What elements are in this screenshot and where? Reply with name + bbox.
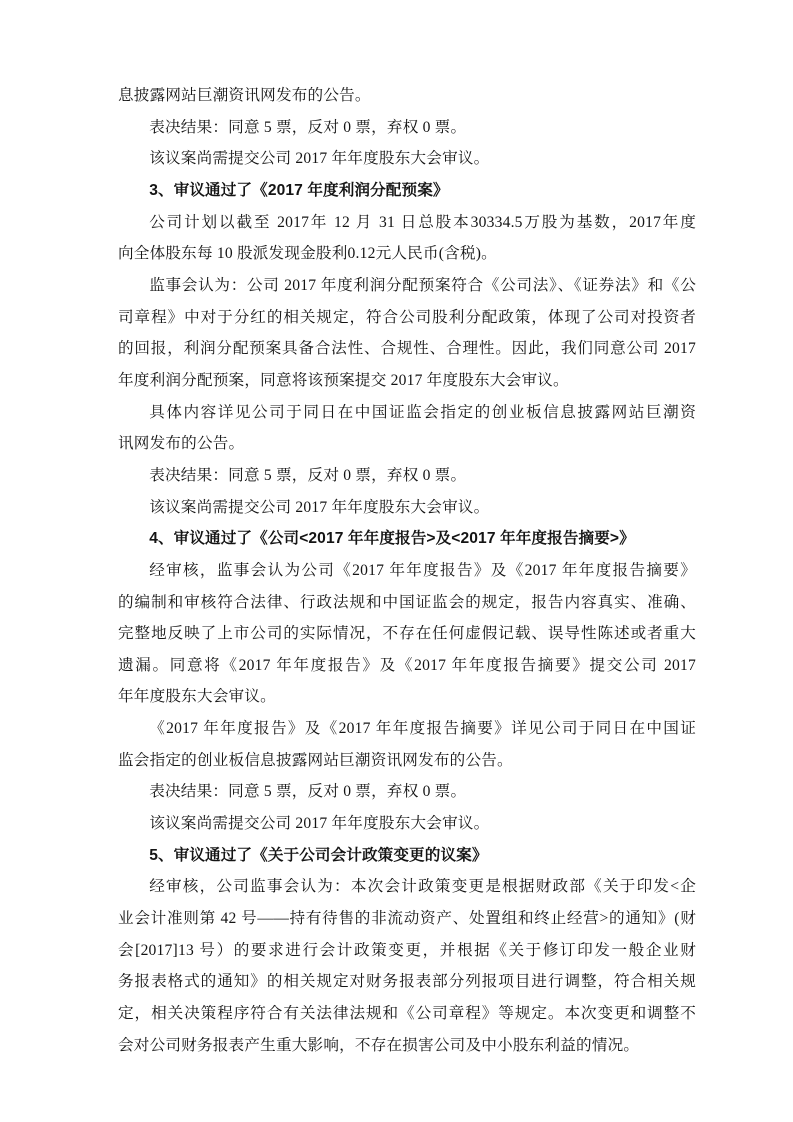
text-line: 该议案尚需提交公司 2017 年年度股东大会审议。: [149, 498, 490, 516]
document-content: [118, 80, 696, 1061]
text-line: 向全体股东每 10 股派发现金股利0.12元人民币(含税)。: [118, 245, 497, 263]
section-heading: [118, 523, 696, 555]
section-heading: [118, 840, 696, 872]
text-line: 的回报，利润分配预案具备合法性、合规性、合理性。因此，我们同意公司 2017: [118, 340, 696, 358]
paragraph: [118, 776, 696, 808]
text-line: 年度利润分配预案，同意将该预案提交 2017 年度股东大会审议。: [118, 371, 569, 389]
text-line: 会对公司财务报表产生重大影响，不存在损害公司及中小股东利益的情况。: [118, 1036, 640, 1054]
heading-line: 4、审议通过了《公司<2017 年年度报告>及<2017 年年度报告摘要>》: [149, 530, 635, 548]
paragraph: [118, 871, 696, 1061]
paragraph: [118, 713, 696, 776]
text-line: 业会计准则第 42 号——持有待售的非流动资产、处置组和终止经营>的通知》(财: [118, 910, 696, 928]
section-heading: [118, 175, 696, 207]
paragraph: [118, 808, 696, 840]
text-line: 司章程》中对于分红的相关规定，符合公司股利分配政策，体现了公司对投资者: [118, 308, 696, 326]
text-line: 定，相关决策程序符合有关法律法规和《公司章程》等规定。本次变更和调整不: [118, 1005, 696, 1023]
paragraph: [118, 397, 696, 460]
paragraph: [118, 80, 696, 112]
paragraph: [118, 492, 696, 524]
paragraph: [118, 112, 696, 144]
text-line: 公司计划以截至 2017年 12 月 31 日总股本30334.5万股为基数，2017年度: [149, 213, 696, 231]
text-line: 表决结果：同意 5 票，反对 0 票，弃权 0 票。: [149, 466, 467, 484]
paragraph: [118, 143, 696, 175]
text-line: 该议案尚需提交公司 2017 年年度股东大会审议。: [149, 815, 490, 833]
paragraph: [118, 207, 696, 270]
text-line: 表决结果：同意 5 票，反对 0 票，弃权 0 票。: [149, 783, 467, 801]
text-line: 《2017 年年度报告》及《2017 年年度报告摘要》详见公司于同日在中国证: [149, 720, 696, 738]
text-line: 该议案尚需提交公司 2017 年年度股东大会审议。: [149, 150, 490, 168]
heading-line: 5、审议通过了《关于公司会计政策变更的议案》: [149, 846, 488, 864]
paragraph: [118, 555, 696, 713]
text-line: 经审核，公司监事会认为：本次会计政策变更是根据财政部《关于印发<企: [149, 878, 696, 896]
heading-line: 3、审议通过了《2017 年度利润分配预案》: [149, 181, 449, 199]
text-line: 监会指定的创业板信息披露网站巨潮资讯网发布的公告。: [118, 751, 513, 769]
text-line: 遗漏。同意将《2017 年年度报告》及《2017 年年度报告摘要》提交公司 2017: [118, 656, 696, 674]
paragraph: [118, 270, 696, 397]
text-line: 会[2017]13 号）的要求进行会计政策变更，并根据《关于修订印发一般企业财: [118, 941, 696, 959]
paragraph: [118, 460, 696, 492]
text-line: 经审核，监事会认为公司《2017 年年度报告》及《2017 年年度报告摘要》: [149, 561, 696, 579]
text-line: 务报表格式的通知》的相关规定对财务报表部分列报项目进行调整，符合相关规: [118, 973, 696, 991]
text-line: 监事会认为：公司 2017 年度利润分配预案符合《公司法》、《证券法》和《公: [149, 276, 696, 294]
text-line: 息披露网站巨潮资讯网发布的公告。: [118, 87, 371, 104]
text-line: 完整地反映了上市公司的实际情况，不存在任何虚假记载、误导性陈述或者重大: [118, 625, 696, 643]
text-line: 讯网发布的公告。: [118, 435, 245, 453]
text-line: 具体内容详见公司于同日在中国证监会指定的创业板信息披露网站巨潮资: [149, 403, 696, 421]
text-line: 表决结果：同意 5 票，反对 0 票，弃权 0 票。: [149, 118, 467, 136]
text-line: 的编制和审核符合法律、行政法规和中国证监会的规定，报告内容真实、准确、: [118, 593, 696, 611]
text-line: 年年度股东大会审议。: [118, 688, 276, 706]
